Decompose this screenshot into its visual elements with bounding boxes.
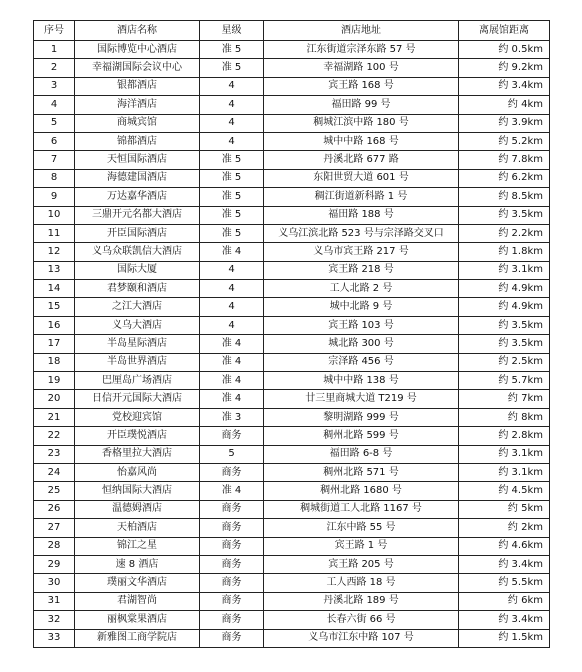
table-row bbox=[34, 463, 550, 481]
cell-star-rating: 4 bbox=[200, 298, 264, 316]
cell-star-rating: 4 bbox=[200, 77, 264, 95]
cell-distance: 约 9.2km bbox=[459, 59, 550, 77]
cell-hotel-name: 义乌大酒店 bbox=[75, 316, 200, 334]
cell-index: 4 bbox=[34, 96, 75, 114]
cell-hotel-name: 丽枫棠果酒店 bbox=[75, 611, 200, 629]
cell-index: 27 bbox=[34, 519, 75, 537]
table-row bbox=[34, 353, 550, 371]
cell-index: 14 bbox=[34, 280, 75, 298]
cell-hotel-address: 稠州北路 571 号 bbox=[264, 463, 459, 481]
cell-hotel-name: 新雅图工商学院店 bbox=[75, 629, 200, 647]
table-header bbox=[34, 21, 550, 41]
header-row bbox=[34, 21, 550, 41]
cell-star-rating: 5 bbox=[200, 445, 264, 463]
cell-hotel-name: 怡嘉风尚 bbox=[75, 463, 200, 481]
cell-distance: 约 8.5km bbox=[459, 188, 550, 206]
cell-hotel-address: 丹溪北路 677 路 bbox=[264, 151, 459, 169]
cell-hotel-address: 福田路 188 号 bbox=[264, 206, 459, 224]
table-row bbox=[34, 59, 550, 77]
cell-distance: 约 6.2km bbox=[459, 169, 550, 187]
cell-distance: 约 5km bbox=[459, 500, 550, 518]
cell-star-rating: 4 bbox=[200, 114, 264, 132]
cell-star-rating: 准 5 bbox=[200, 41, 264, 59]
cell-distance: 约 4.9km bbox=[459, 280, 550, 298]
table-row bbox=[34, 41, 550, 59]
cell-index: 24 bbox=[34, 463, 75, 481]
cell-hotel-name: 香格里拉大酒店 bbox=[75, 445, 200, 463]
cell-hotel-name: 三鼎开元名都大酒店 bbox=[75, 206, 200, 224]
cell-hotel-address: 城中北路 9 号 bbox=[264, 298, 459, 316]
cell-distance: 约 3.1km bbox=[459, 445, 550, 463]
cell-distance: 约 7km bbox=[459, 390, 550, 408]
header-star-rating: 星级 bbox=[200, 21, 264, 41]
cell-hotel-name: 恒纳国际大酒店 bbox=[75, 482, 200, 500]
cell-hotel-name: 之江大酒店 bbox=[75, 298, 200, 316]
table-row bbox=[34, 445, 550, 463]
cell-star-rating: 4 bbox=[200, 316, 264, 334]
cell-index: 29 bbox=[34, 555, 75, 573]
cell-index: 17 bbox=[34, 335, 75, 353]
table-row bbox=[34, 555, 550, 573]
cell-hotel-address: 义乌市宾王路 217 号 bbox=[264, 243, 459, 261]
cell-hotel-address: 稠州北路 599 号 bbox=[264, 427, 459, 445]
cell-hotel-address: 义乌江滨北路 523 号与宗泽路交叉口 bbox=[264, 224, 459, 242]
cell-distance: 约 3.1km bbox=[459, 261, 550, 279]
cell-index: 28 bbox=[34, 537, 75, 555]
cell-hotel-name: 天恒国际酒店 bbox=[75, 151, 200, 169]
cell-index: 31 bbox=[34, 592, 75, 610]
cell-distance: 约 8km bbox=[459, 408, 550, 426]
cell-index: 33 bbox=[34, 629, 75, 647]
cell-index: 25 bbox=[34, 482, 75, 500]
table-row bbox=[34, 592, 550, 610]
cell-hotel-address: 稠城江滨中路 180 号 bbox=[264, 114, 459, 132]
cell-hotel-address: 城北路 300 号 bbox=[264, 335, 459, 353]
cell-hotel-name: 半岛星际酒店 bbox=[75, 335, 200, 353]
cell-hotel-address: 稠城街道工人北路 1167 号 bbox=[264, 500, 459, 518]
cell-index: 9 bbox=[34, 188, 75, 206]
cell-hotel-name: 君湖智尚 bbox=[75, 592, 200, 610]
cell-hotel-address: 东阳世贸大道 601 号 bbox=[264, 169, 459, 187]
cell-index: 19 bbox=[34, 372, 75, 390]
cell-hotel-address: 稠江街道新科路 1 号 bbox=[264, 188, 459, 206]
cell-index: 10 bbox=[34, 206, 75, 224]
cell-hotel-name: 义乌众联凯信大酒店 bbox=[75, 243, 200, 261]
cell-star-rating: 商务 bbox=[200, 500, 264, 518]
cell-star-rating: 准 4 bbox=[200, 335, 264, 353]
cell-index: 6 bbox=[34, 132, 75, 150]
cell-distance: 约 3.4km bbox=[459, 611, 550, 629]
header-index: 序号 bbox=[34, 21, 75, 41]
table-row bbox=[34, 427, 550, 445]
cell-index: 16 bbox=[34, 316, 75, 334]
cell-distance: 约 2.2km bbox=[459, 224, 550, 242]
cell-distance: 约 3.9km bbox=[459, 114, 550, 132]
cell-distance: 约 2.5km bbox=[459, 353, 550, 371]
cell-hotel-address: 稠州北路 1680 号 bbox=[264, 482, 459, 500]
cell-star-rating: 准 5 bbox=[200, 206, 264, 224]
cell-distance: 约 4.6km bbox=[459, 537, 550, 555]
cell-star-rating: 商务 bbox=[200, 629, 264, 647]
cell-distance: 约 4.5km bbox=[459, 482, 550, 500]
hotel-table bbox=[33, 20, 550, 648]
cell-hotel-address: 丹溪北路 189 号 bbox=[264, 592, 459, 610]
cell-star-rating: 4 bbox=[200, 261, 264, 279]
table-row bbox=[34, 390, 550, 408]
cell-hotel-address: 城中中路 168 号 bbox=[264, 132, 459, 150]
cell-star-rating: 4 bbox=[200, 96, 264, 114]
cell-index: 1 bbox=[34, 41, 75, 59]
cell-hotel-name: 速 8 酒店 bbox=[75, 555, 200, 573]
cell-star-rating: 商务 bbox=[200, 574, 264, 592]
table-row bbox=[34, 500, 550, 518]
cell-index: 30 bbox=[34, 574, 75, 592]
cell-hotel-name: 日信开元国际大酒店 bbox=[75, 390, 200, 408]
cell-index: 26 bbox=[34, 500, 75, 518]
cell-star-rating: 4 bbox=[200, 280, 264, 298]
cell-index: 22 bbox=[34, 427, 75, 445]
cell-hotel-name: 银都酒店 bbox=[75, 77, 200, 95]
cell-index: 18 bbox=[34, 353, 75, 371]
header-hotel-address: 酒店地址 bbox=[264, 21, 459, 41]
cell-distance: 约 5.2km bbox=[459, 132, 550, 150]
table-row bbox=[34, 372, 550, 390]
cell-star-rating: 准 4 bbox=[200, 353, 264, 371]
table-row bbox=[34, 96, 550, 114]
cell-hotel-address: 福田路 99 号 bbox=[264, 96, 459, 114]
cell-distance: 约 4.9km bbox=[459, 298, 550, 316]
cell-star-rating: 准 4 bbox=[200, 390, 264, 408]
cell-star-rating: 准 4 bbox=[200, 243, 264, 261]
cell-hotel-address: 工人北路 2 号 bbox=[264, 280, 459, 298]
table-row bbox=[34, 408, 550, 426]
table-row bbox=[34, 574, 550, 592]
cell-distance: 约 3.5km bbox=[459, 316, 550, 334]
cell-hotel-address: 工人西路 18 号 bbox=[264, 574, 459, 592]
cell-distance: 约 6km bbox=[459, 592, 550, 610]
cell-hotel-address: 宾王路 218 号 bbox=[264, 261, 459, 279]
cell-distance: 约 1.8km bbox=[459, 243, 550, 261]
cell-star-rating: 商务 bbox=[200, 463, 264, 481]
table-row bbox=[34, 77, 550, 95]
cell-hotel-name: 锦都酒店 bbox=[75, 132, 200, 150]
cell-hotel-address: 江东中路 55 号 bbox=[264, 519, 459, 537]
cell-star-rating: 准 4 bbox=[200, 482, 264, 500]
cell-hotel-name: 锦江之星 bbox=[75, 537, 200, 555]
cell-hotel-name: 幸福湖国际会议中心 bbox=[75, 59, 200, 77]
cell-distance: 约 2km bbox=[459, 519, 550, 537]
cell-star-rating: 商务 bbox=[200, 537, 264, 555]
cell-star-rating: 商务 bbox=[200, 427, 264, 445]
cell-star-rating: 准 5 bbox=[200, 151, 264, 169]
cell-hotel-name: 国际博览中心酒店 bbox=[75, 41, 200, 59]
cell-hotel-name: 开臣璞悦酒店 bbox=[75, 427, 200, 445]
cell-hotel-name: 璞丽文华酒店 bbox=[75, 574, 200, 592]
cell-star-rating: 商务 bbox=[200, 611, 264, 629]
cell-distance: 约 5.7km bbox=[459, 372, 550, 390]
cell-hotel-address: 福田路 6-8 号 bbox=[264, 445, 459, 463]
table-row bbox=[34, 114, 550, 132]
table-row bbox=[34, 206, 550, 224]
cell-hotel-name: 君梦颐和酒店 bbox=[75, 280, 200, 298]
cell-distance: 约 7.8km bbox=[459, 151, 550, 169]
cell-index: 12 bbox=[34, 243, 75, 261]
cell-hotel-name: 巴厘岛广场酒店 bbox=[75, 372, 200, 390]
table-row bbox=[34, 298, 550, 316]
cell-hotel-name: 商城宾馆 bbox=[75, 114, 200, 132]
cell-hotel-address: 义乌市江东中路 107 号 bbox=[264, 629, 459, 647]
cell-hotel-address: 长春六街 66 号 bbox=[264, 611, 459, 629]
cell-hotel-name: 海德建国酒店 bbox=[75, 169, 200, 187]
cell-hotel-address: 城中中路 138 号 bbox=[264, 372, 459, 390]
table-body bbox=[34, 41, 550, 648]
cell-star-rating: 准 5 bbox=[200, 169, 264, 187]
table-row bbox=[34, 611, 550, 629]
cell-star-rating: 商务 bbox=[200, 555, 264, 573]
cell-hotel-name: 海洋酒店 bbox=[75, 96, 200, 114]
table-row bbox=[34, 316, 550, 334]
cell-hotel-name: 国际大厦 bbox=[75, 261, 200, 279]
cell-index: 13 bbox=[34, 261, 75, 279]
cell-hotel-address: 幸福湖路 100 号 bbox=[264, 59, 459, 77]
cell-distance: 约 1.5km bbox=[459, 629, 550, 647]
cell-index: 2 bbox=[34, 59, 75, 77]
cell-star-rating: 准 5 bbox=[200, 188, 264, 206]
cell-distance: 约 5.5km bbox=[459, 574, 550, 592]
cell-hotel-address: 江东街道宗泽东路 57 号 bbox=[264, 41, 459, 59]
cell-star-rating: 4 bbox=[200, 132, 264, 150]
table-row bbox=[34, 482, 550, 500]
cell-index: 15 bbox=[34, 298, 75, 316]
cell-index: 3 bbox=[34, 77, 75, 95]
cell-index: 32 bbox=[34, 611, 75, 629]
cell-distance: 约 3.5km bbox=[459, 206, 550, 224]
cell-index: 5 bbox=[34, 114, 75, 132]
table-row bbox=[34, 261, 550, 279]
cell-hotel-name: 半岛世界酒店 bbox=[75, 353, 200, 371]
cell-star-rating: 商务 bbox=[200, 592, 264, 610]
hotel-table-container bbox=[33, 20, 549, 648]
table-row bbox=[34, 335, 550, 353]
cell-star-rating: 准 5 bbox=[200, 59, 264, 77]
cell-hotel-address: 宾王路 205 号 bbox=[264, 555, 459, 573]
cell-index: 8 bbox=[34, 169, 75, 187]
table-row bbox=[34, 243, 550, 261]
header-hotel-name: 酒店名称 bbox=[75, 21, 200, 41]
cell-hotel-name: 天柏酒店 bbox=[75, 519, 200, 537]
cell-distance: 约 3.5km bbox=[459, 335, 550, 353]
cell-hotel-name: 党校迎宾馆 bbox=[75, 408, 200, 426]
cell-index: 20 bbox=[34, 390, 75, 408]
cell-hotel-address: 廿三里商城大道 T219 号 bbox=[264, 390, 459, 408]
cell-distance: 约 4km bbox=[459, 96, 550, 114]
cell-distance: 约 2.8km bbox=[459, 427, 550, 445]
cell-star-rating: 商务 bbox=[200, 519, 264, 537]
cell-distance: 约 0.5km bbox=[459, 41, 550, 59]
cell-distance: 约 3.1km bbox=[459, 463, 550, 481]
cell-distance: 约 3.4km bbox=[459, 77, 550, 95]
cell-hotel-address: 宗泽路 456 号 bbox=[264, 353, 459, 371]
cell-index: 23 bbox=[34, 445, 75, 463]
cell-star-rating: 准 3 bbox=[200, 408, 264, 426]
table-row bbox=[34, 132, 550, 150]
cell-hotel-address: 黎明湖路 999 号 bbox=[264, 408, 459, 426]
table-row bbox=[34, 629, 550, 647]
table-row bbox=[34, 151, 550, 169]
cell-hotel-address: 宾王路 103 号 bbox=[264, 316, 459, 334]
cell-hotel-address: 宾王路 168 号 bbox=[264, 77, 459, 95]
cell-hotel-name: 开臣国际酒店 bbox=[75, 224, 200, 242]
table-row bbox=[34, 280, 550, 298]
cell-distance: 约 3.4km bbox=[459, 555, 550, 573]
table-row bbox=[34, 537, 550, 555]
cell-hotel-address: 宾王路 1 号 bbox=[264, 537, 459, 555]
table-row bbox=[34, 224, 550, 242]
cell-star-rating: 准 4 bbox=[200, 372, 264, 390]
cell-index: 21 bbox=[34, 408, 75, 426]
table-row bbox=[34, 519, 550, 537]
table-row bbox=[34, 188, 550, 206]
cell-hotel-name: 万达嘉华酒店 bbox=[75, 188, 200, 206]
cell-star-rating: 准 5 bbox=[200, 224, 264, 242]
header-distance: 离展馆距离 bbox=[459, 21, 550, 41]
cell-index: 7 bbox=[34, 151, 75, 169]
cell-hotel-name: 温德姆酒店 bbox=[75, 500, 200, 518]
table-row bbox=[34, 169, 550, 187]
cell-index: 11 bbox=[34, 224, 75, 242]
